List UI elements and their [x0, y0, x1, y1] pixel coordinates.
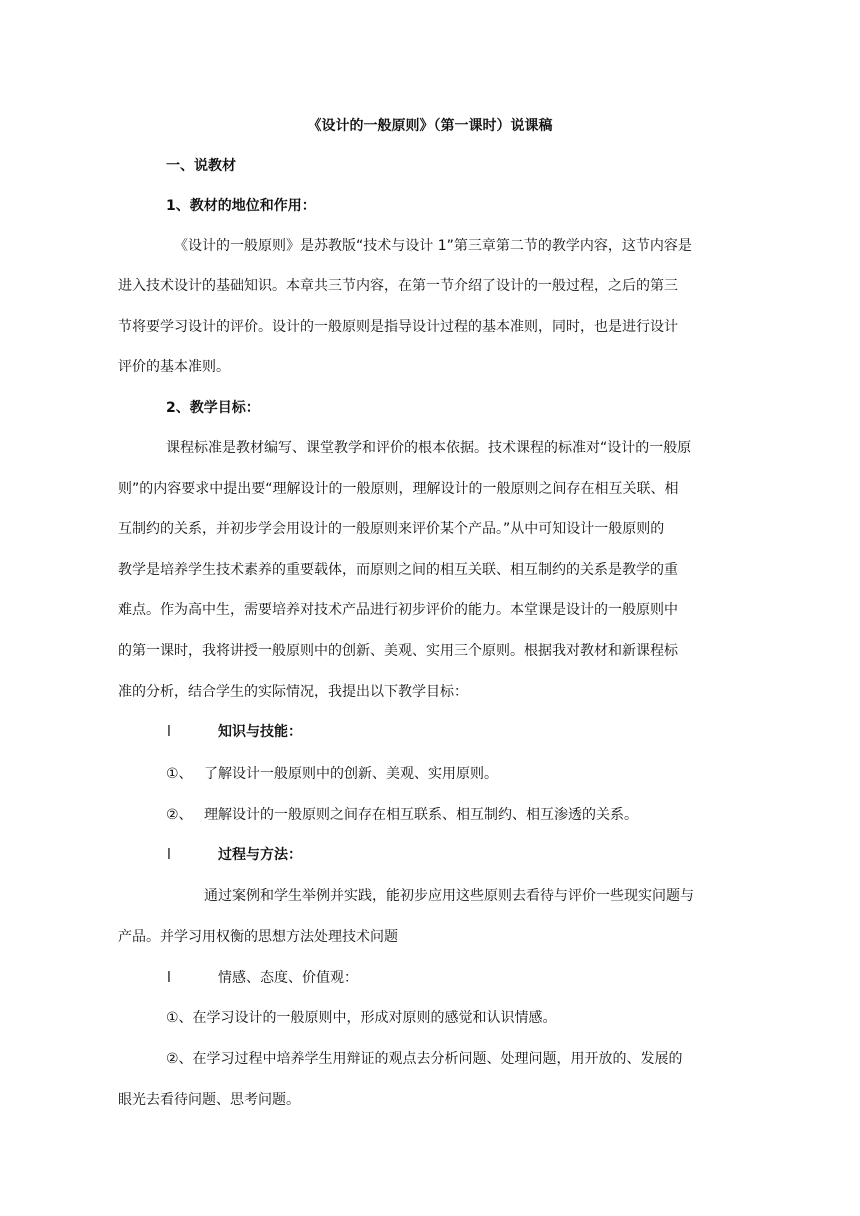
paragraph-2-line-7: 准的分析，结合学生的实际情况，我提出以下教学目标：	[118, 684, 468, 700]
goal-2-heading: 过程与方法：	[218, 847, 302, 863]
goal-1-heading: 知识与技能：	[218, 724, 302, 740]
paragraph-1-line-1: 《设计的一般原则》是苏教版“技术与设计 1”第三章第二节的教学内容，这节内容是	[174, 238, 692, 254]
bullet-marker: l	[167, 847, 171, 863]
section-heading-1: 一、说教材	[166, 158, 236, 174]
item-number: ①、	[166, 766, 193, 782]
goal-2-text-line-2: 产品。并学习用权衡的思想方法处理技术问题	[118, 929, 398, 945]
goal-3-item-2-line-1: ②、在学习过程中培养学生用辩证的观点去分析问题、处理问题，用开放的、发展的	[166, 1051, 683, 1067]
bullet-marker: l	[167, 724, 171, 740]
paragraph-1-line-2: 进入技术设计的基础知识。本章共三节内容，在第一节介绍了设计的一般过程，之后的第三	[118, 278, 678, 294]
goal-3-item-2-line-2: 眼光去看待问题、思考问题。	[118, 1092, 300, 1108]
document-title: 《设计的一般原则》（第一课时）说课稿	[307, 118, 553, 134]
goal-3-heading: 情感、态度、价值观：	[218, 970, 358, 986]
subsection-heading-1: 1、教材的地位和作用：	[166, 198, 316, 214]
paragraph-2-line-2: 则”的内容要求中提出要“理解设计的一般原则，理解设计的一般原则之间存在相互关联、相	[118, 481, 679, 497]
paragraph-1-line-3: 节将要学习设计的评价。设计的一般原则是指导设计过程的基本准则，同时，也是进行设计	[118, 319, 678, 335]
item-number: ②、	[166, 807, 193, 823]
goal-3-item-1: ①、在学习设计的一般原则中，形成对原则的感觉和认识情感。	[166, 1010, 557, 1026]
item-text: 了解设计一般原则中的创新、美观、实用原则。	[204, 766, 498, 782]
bullet-marker: l	[167, 970, 171, 986]
paragraph-2-line-1: 课程标准是教材编写、课堂教学和评价的根本依据。技术课程的标准对“设计的一般原	[166, 440, 692, 456]
goal-2-text-line-1: 通过案例和学生举例并实践，能初步应用这些原则去看待与评价一些现实问题与	[204, 888, 694, 904]
paragraph-2-line-5: 难点。作为高中生，需要培养对技术产品进行初步评价的能力。本堂课是设计的一般原则中	[118, 602, 678, 618]
paragraph-2-line-6: 的第一课时，我将讲授一般原则中的创新、美观、实用三个原则。根据我对教材和新课程标	[118, 643, 678, 659]
item-text: 理解设计的一般原则之间存在相互联系、相互制约、相互渗透的关系。	[204, 807, 638, 823]
paragraph-2-line-4: 教学是培养学生技术素养的重要载体，而原则之间的相互关联、相互制约的关系是教学的重	[118, 562, 678, 578]
subsection-heading-2: 2、教学目标：	[166, 400, 260, 416]
paragraph-2-line-3: 互制约的关系，并初步学会用设计的一般原则来评价某个产品。”从中可知设计一般原则的	[118, 521, 665, 537]
paragraph-1-line-4: 评价的基本准则。	[118, 359, 230, 375]
